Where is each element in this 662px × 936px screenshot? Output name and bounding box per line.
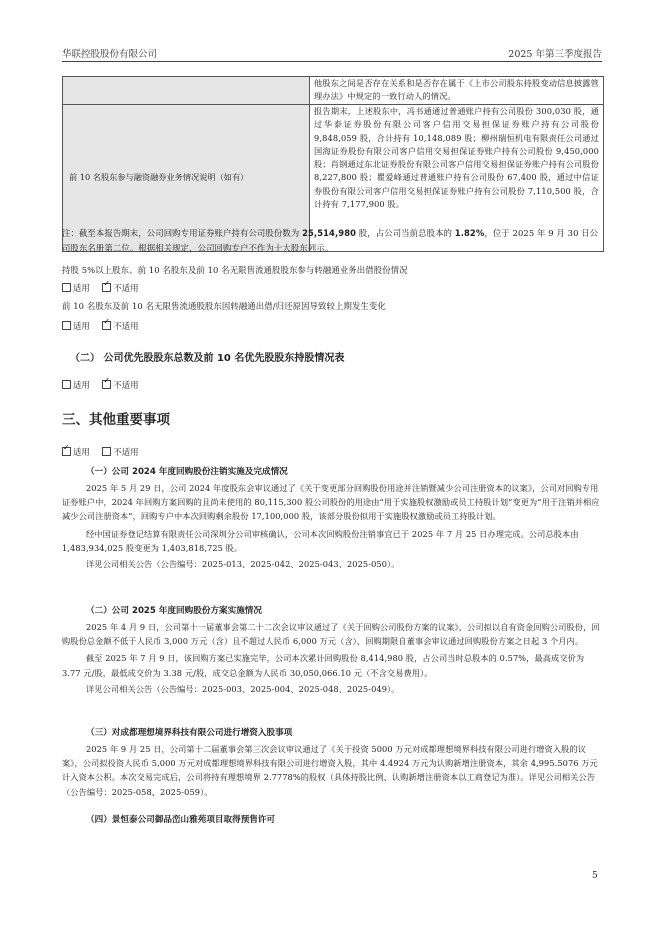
checkbox-applicable[interactable]: [62, 380, 71, 389]
report-title: 2025 年第三季度报告: [508, 49, 602, 60]
checkbox-not-applicable[interactable]: [102, 447, 111, 456]
other-matters-options: ✓适用 不适用: [62, 446, 149, 458]
item2-body: [62, 620, 602, 696]
item3-body: [62, 742, 602, 799]
page-number: 5: [592, 871, 598, 881]
item2-paragraph: 2025 年 4 月 9 日，公司第十一届董事会第二十二次会议审议通过了《关于回购公司股份方案的议案》，公司拟以自有资金回购公司股份，回购股份总金额不低于人民币 3,000 万元（含）且不超过人民币 6,000 万元（含），回购期限自董事会审议通过回购股份方案之日起 3 个月内。: [62, 622, 600, 647]
lending-options: 适用 ✓ 不适用: [62, 282, 149, 294]
section-preferred-shares-heading: （二） 公司优先股股东总数及前 10 名优先股股东持股情况表: [70, 353, 345, 364]
buyback-percent: 1.82%: [454, 228, 485, 238]
item4-heading: （四）景恒泰公司御品峦山雅苑项目取得预售许可: [86, 815, 276, 825]
checkbox-applicable[interactable]: [62, 447, 71, 456]
page-header: [62, 44, 602, 60]
buyback-note: 注：截至本报告期末，公司回购专用证券账户持有公司股份数为 25,514,980 股，占公司当前总股本的 1.82%，位于 2025 年 9 月 30 日公司股东名册第二位。根据相关规定，公司回购专户不作为十大股东列示。: [62, 228, 599, 253]
lending-question: 持股 5%以上股东、前 10 名股东及前 10 名无限售流通股股东参与转融通业务出借股份情况: [62, 265, 408, 275]
company-name: 华联控股股份有限公司: [62, 49, 158, 60]
related-party-text: 他股东之间是否存在关系和是否存在属于《上市公司股东持股变动信息披露管理办法》中规定的一致行动人的情况。: [314, 78, 599, 102]
item1-heading: （一）公司 2024 年度回购股份注销实施及完成情况: [86, 467, 288, 477]
margin-trading-label: 前 10 名股东参与融资融券业务情况说明（如有）: [63, 105, 310, 252]
item1-paragraph: 经中国证券登记结算有限责任公司深圳分公司审核确认，公司本次回购股份注销事宜已于 2025 年 7 月 25 日办理完成。公司总股本由 1,483,934,025 股变更为 1,403,818,725 股。: [62, 528, 579, 553]
header-divider: [62, 61, 602, 62]
item1-paragraph: 详见公司相关公告（公告编号：2025-013、2025-042、2025-043、2025-050）。: [86, 559, 400, 570]
checkbox-applicable[interactable]: [62, 283, 71, 292]
item3-heading: （三）对成都理想境界科技有限公司进行增资入股事项: [86, 728, 293, 738]
item2-heading: （二）公司 2025 年度回购股份方案实施情况: [86, 606, 262, 616]
checkbox-applicable[interactable]: [62, 321, 71, 330]
item2-paragraph: 详见公司相关公告（公告编号：2025-003、2025-004、2025-048、2025-049）。: [86, 683, 400, 694]
change-options: 适用 ✓ 不适用: [62, 320, 149, 332]
table-label-cell: [63, 77, 310, 105]
item1-body: [62, 481, 602, 571]
margin-trading-text: 报告期末，上述股东中，冯书通通过普通账户持有公司股份 300,030 股，通过华泰证券股份有限公司客户信用交易担保证券账户持有公司股份 9,848,059 股，合计持有 10,148,089 股；柳州瑞恒机电有限责任公司通过国海证券股份有限公司客户信用交易担保证券账户持有公司股份 9,450,000 股；肖钢通过东北证券股份有限公司客户信用交易担保证券账户持有公司股份 8,227,800 股；瞿爱峰通过普通账户持有公司股份 67,400 股，通过中信证券股份有限公司客户信用交易担保证券账户持有公司股份 7,110,500 股，合计持有 7,177,900 股。: [314, 106, 599, 210]
change-question: 前 10 名股东及前 10 名无限售流通股股东因转融通出借/归还原因导致较上期发生变化: [62, 301, 386, 311]
checkbox-not-applicable[interactable]: [102, 321, 111, 330]
item1-paragraph: 2025 年 5 月 29 日，公司 2024 年度股东会审议通过了《关于变更部分回购股份用途并注销暨减少公司注册资本的议案》，公司对回购专用证券账户中，2024 年回购方案回购的且尚未使用的 80,115,300 股公司股份的用途由“用于实施股权激励或员工持股计划”变更为“用于注销并相应减少公司注册资本”，回购专户中本次回购剩余股份 17,100,000 股，该部分股份拟用于实施股权激励或员工持股计划。: [62, 483, 600, 522]
table-value-cell: [310, 77, 604, 105]
buyback-shares: 25,514,980: [302, 228, 357, 238]
checkbox-not-applicable[interactable]: [102, 380, 111, 389]
preferred-options: 适用 ✓ 不适用: [62, 379, 149, 391]
item3-paragraph: 2025 年 9 月 25 日，公司第十二届董事会第三次会议审议通过了《关于投资 5000 万元对成都理想境界科技有限公司进行增资入股的议案》，公司拟投资人民币 5,000 万元对成都理想境界科技有限公司进行增资入股，其中 4.4924 万元为认购新增注册资本，其余 4,995.5076 万元计入资本公积。本次交易完成后，公司将持有理想境界 2.7778%的股权（具体持股比例、认购新增注册资本以工商登记为准）。详见公司相关公告（公告编号：2025-058、2025-059）。: [62, 744, 598, 797]
section-other-matters-heading: 三、其他重要事项: [62, 412, 170, 428]
item2-paragraph: 截至 2025 年 7 月 9 日，该回购方案已实施完毕，公司本次累计回购股份 8,414,980 股，占公司当时总股本的 0.57%，最高成交价为 3.77 元/股，最低成交价为 3.38 元/股，成交总金额为人民币 30,050,066.10 元（不含交易费用）。: [62, 653, 585, 678]
checkbox-not-applicable[interactable]: [102, 283, 111, 292]
table-row: [63, 77, 604, 105]
